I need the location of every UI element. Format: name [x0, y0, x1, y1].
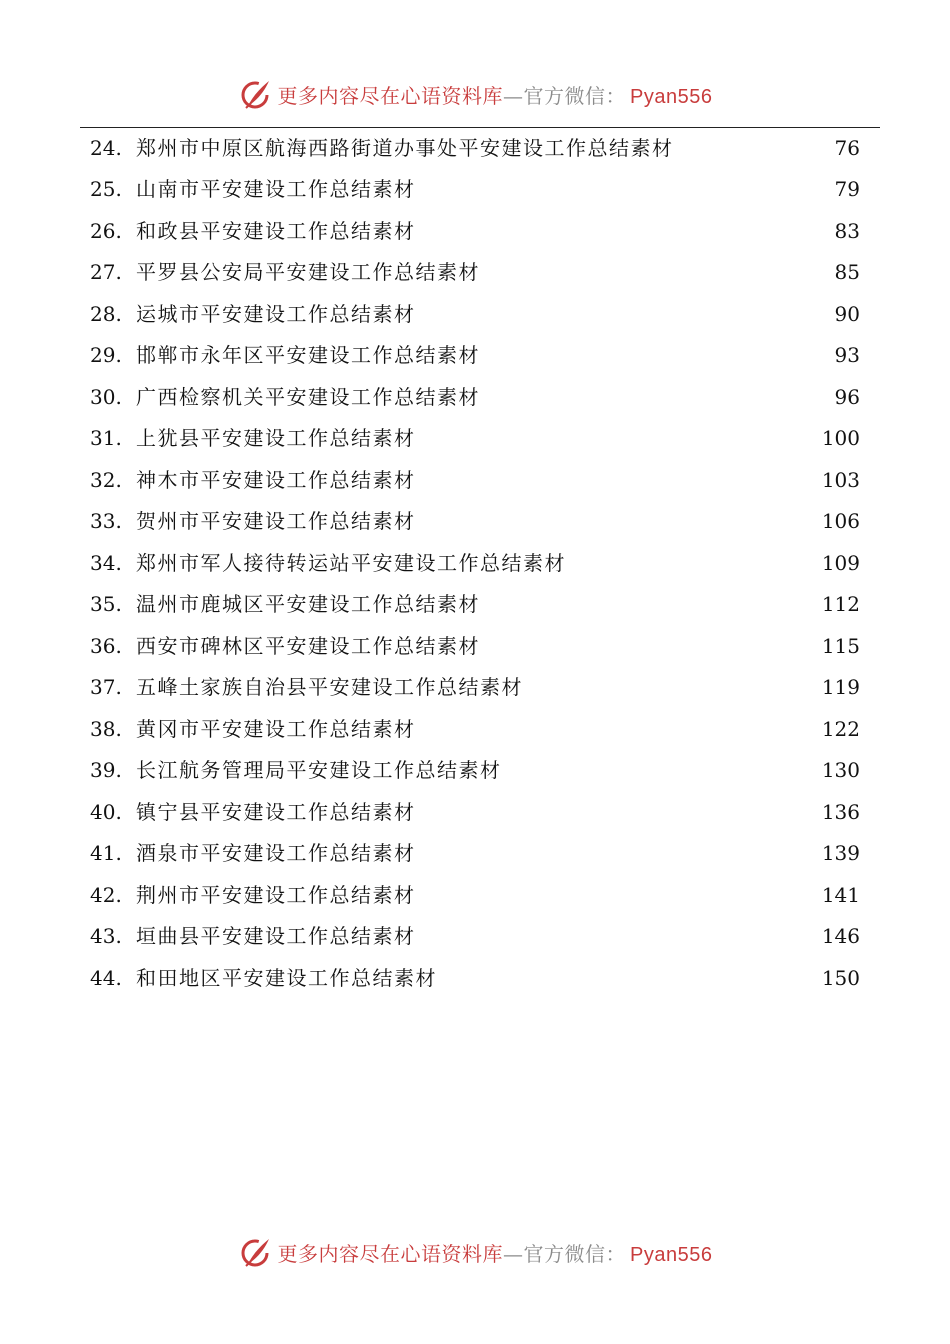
toc-entry-number: 44.	[90, 965, 122, 990]
banner-separator: —	[503, 83, 524, 108]
toc-entry[interactable]	[90, 874, 860, 916]
toc-entry-title: 贺州市平安建设工作总结素材	[136, 509, 416, 534]
toc-entry-title: 长江航务管理局平安建设工作总结素材	[136, 758, 502, 783]
toc-entry-title: 郑州市军人接待转运站平安建设工作总结素材	[136, 550, 566, 575]
toc-entry-title: 黄冈市平安建设工作总结素材	[136, 716, 416, 741]
toc-entry-number: 40.	[90, 799, 122, 824]
toc-entry-number: 24.	[90, 135, 122, 160]
toc-entry-number: 28.	[90, 301, 122, 326]
toc-entry-page: 130	[821, 758, 860, 783]
banner-wechat-label: 官方微信：	[523, 83, 627, 108]
banner-separator: —	[503, 1241, 524, 1266]
toc-entry-page: 100	[821, 426, 860, 451]
toc-entry[interactable]	[90, 957, 860, 999]
toc-entry-page: 83	[834, 218, 860, 243]
toc-entry-title: 镇宁县平安建设工作总结素材	[136, 799, 416, 824]
toc-entry-page: 136	[821, 799, 860, 824]
toc-entry[interactable]	[90, 708, 860, 750]
toc-entry[interactable]	[90, 418, 860, 460]
toc-entry-title: 邯郸市永年区平安建设工作总结素材	[136, 343, 480, 368]
toc-entry[interactable]	[90, 210, 860, 252]
toc-entry[interactable]	[90, 625, 860, 667]
toc-entry-title: 山南市平安建设工作总结素材	[136, 177, 416, 202]
quill-pen-logo-icon	[238, 76, 274, 112]
toc-entry-number: 33.	[90, 509, 122, 534]
toc-entry-page: 76	[834, 135, 860, 160]
toc-entry-number: 43.	[90, 924, 122, 949]
toc-entry-page: 146	[821, 924, 860, 949]
header-banner	[0, 74, 950, 114]
toc-entry-title: 郑州市中原区航海西路街道办事处平安建设工作总结素材	[136, 135, 674, 160]
toc-entry[interactable]	[90, 833, 860, 875]
toc-entry-number: 31.	[90, 426, 122, 451]
toc-entry[interactable]	[90, 667, 860, 709]
toc-entry-title: 神木市平安建设工作总结素材	[136, 467, 416, 492]
toc-entry[interactable]	[90, 916, 860, 958]
toc-entry-title: 温州市鹿城区平安建设工作总结素材	[136, 592, 480, 617]
banner-main-text: 更多内容尽在心语资料库	[277, 83, 504, 108]
toc-entry-title: 西安市碑林区平安建设工作总结素材	[136, 633, 480, 658]
toc-entry-page: 119	[821, 675, 860, 700]
toc-entry-number: 30.	[90, 384, 122, 409]
toc-entry-page: 115	[821, 633, 860, 658]
toc-entry-number: 41.	[90, 841, 122, 866]
toc-entry-page: 103	[821, 467, 860, 492]
toc-entry-number: 29.	[90, 343, 122, 368]
toc-entry-number: 38.	[90, 716, 122, 741]
banner-text	[278, 1238, 713, 1267]
toc-entry-number: 42.	[90, 882, 122, 907]
banner-wechat-id: Pyan556	[630, 85, 713, 108]
toc-entry-page: 122	[821, 716, 860, 741]
toc-entry[interactable]	[90, 584, 860, 626]
toc-entry[interactable]	[90, 501, 860, 543]
toc-entry-title: 运城市平安建设工作总结素材	[136, 301, 416, 326]
toc-entry-page: 109	[821, 550, 860, 575]
toc-entry-page: 139	[821, 841, 860, 866]
toc-entry-page: 85	[834, 260, 860, 285]
banner-main-text: 更多内容尽在心语资料库	[277, 1241, 504, 1266]
toc-entry-page: 150	[821, 965, 860, 990]
toc-entry[interactable]	[90, 127, 860, 169]
toc-entry-title: 和田地区平安建设工作总结素材	[136, 965, 437, 990]
toc-entry-page: 96	[834, 384, 860, 409]
footer-banner	[0, 1232, 950, 1272]
toc-entry-title: 酒泉市平安建设工作总结素材	[136, 841, 416, 866]
toc-entry[interactable]	[90, 791, 860, 833]
toc-list	[90, 127, 860, 999]
toc-entry-number: 37.	[90, 675, 122, 700]
toc-entry[interactable]	[90, 335, 860, 377]
toc-entry-title: 广西检察机关平安建设工作总结素材	[136, 384, 480, 409]
quill-pen-logo-icon	[238, 1234, 274, 1270]
toc-entry-page: 112	[821, 592, 860, 617]
toc-entry-number: 25.	[90, 177, 122, 202]
toc-entry-page: 141	[821, 882, 860, 907]
toc-entry-number: 34.	[90, 550, 122, 575]
toc-entry-title: 平罗县公安局平安建设工作总结素材	[136, 260, 480, 285]
toc-entry[interactable]	[90, 459, 860, 501]
toc-entry-number: 27.	[90, 260, 122, 285]
toc-entry-page: 90	[834, 301, 860, 326]
toc-entry-title: 和政县平安建设工作总结素材	[136, 218, 416, 243]
toc-entry-number: 39.	[90, 758, 122, 783]
toc-entry-number: 32.	[90, 467, 122, 492]
toc-entry[interactable]	[90, 252, 860, 294]
toc-entry[interactable]	[90, 293, 860, 335]
toc-entry[interactable]	[90, 750, 860, 792]
toc-entry-number: 35.	[90, 592, 122, 617]
toc-entry[interactable]	[90, 542, 860, 584]
toc-entry-page: 79	[834, 177, 860, 202]
toc-entry[interactable]	[90, 376, 860, 418]
banner-wechat-id: Pyan556	[630, 1243, 713, 1266]
toc-entry-number: 36.	[90, 633, 122, 658]
toc-entry-title: 五峰土家族自治县平安建设工作总结素材	[136, 675, 523, 700]
toc-entry[interactable]	[90, 169, 860, 211]
toc-entry-page: 93	[834, 343, 860, 368]
toc-entry-page: 106	[821, 509, 860, 534]
banner-wechat-label: 官方微信：	[523, 1241, 627, 1266]
toc-entry-number: 26.	[90, 218, 122, 243]
toc-entry-title: 上犹县平安建设工作总结素材	[136, 426, 416, 451]
toc-entry-title: 荆州市平安建设工作总结素材	[136, 882, 416, 907]
toc-entry-title: 垣曲县平安建设工作总结素材	[136, 924, 416, 949]
banner-text	[278, 80, 713, 109]
